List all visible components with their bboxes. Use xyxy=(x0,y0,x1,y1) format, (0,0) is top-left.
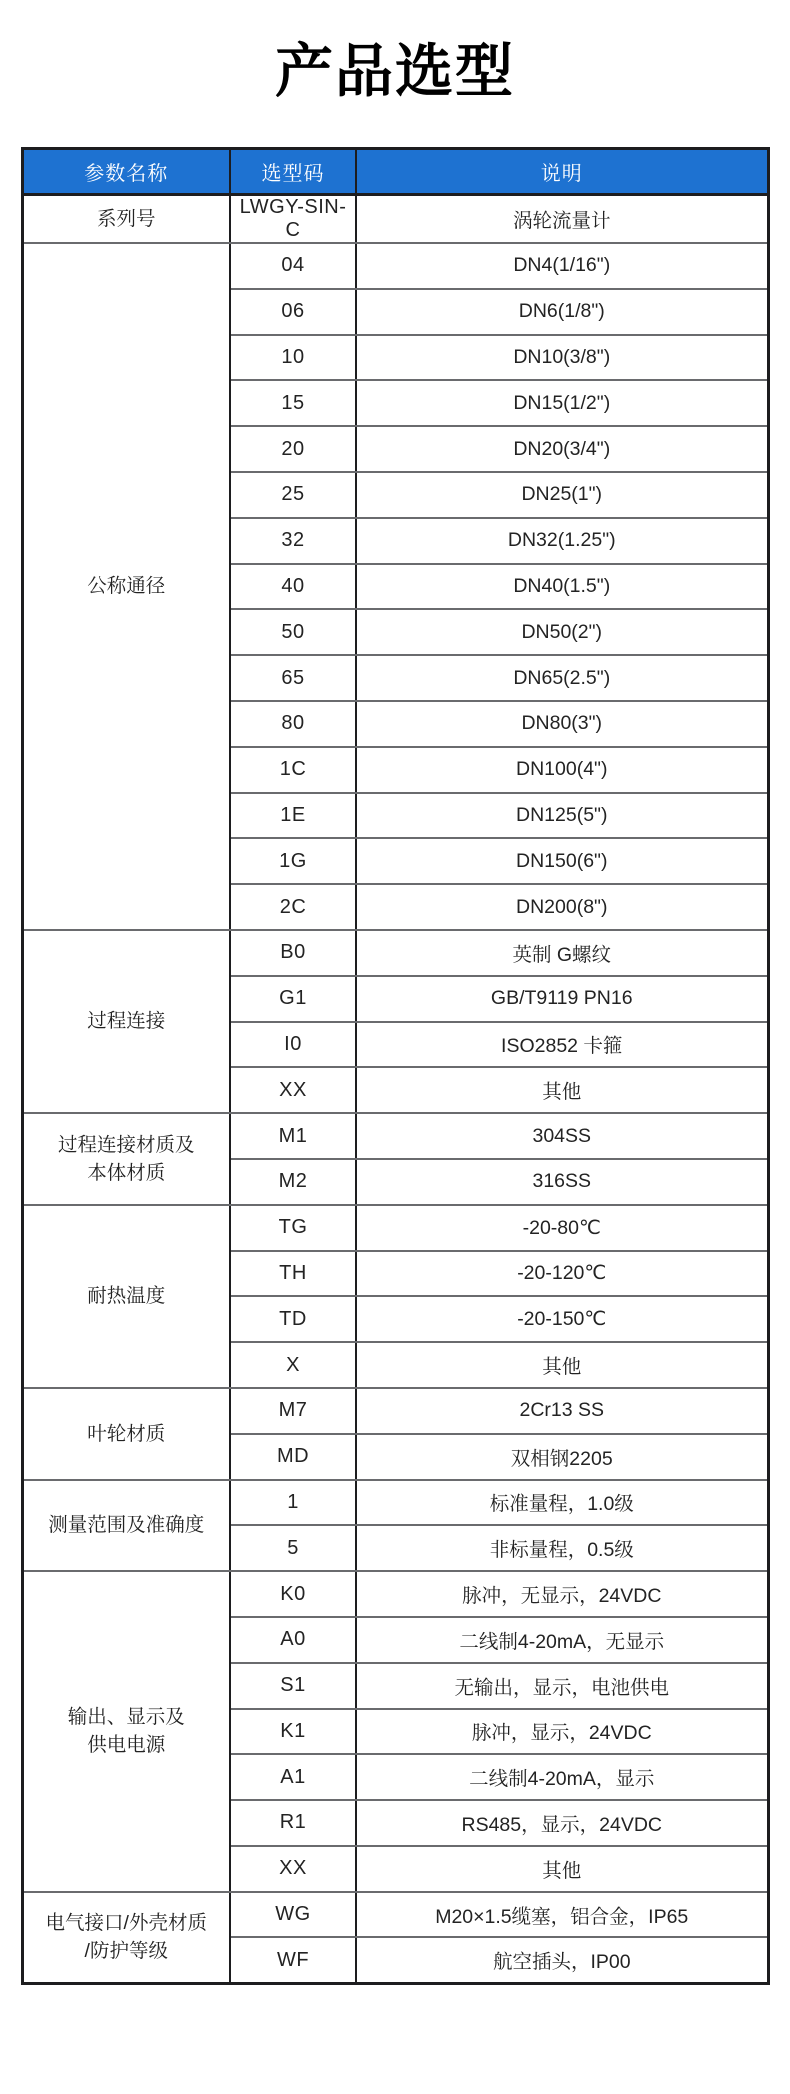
selection-code-cell: TG xyxy=(230,1205,356,1251)
product-selection-table xyxy=(21,147,770,1985)
selection-code-cell: 06 xyxy=(230,289,356,335)
description-cell: 英制 G螺纹 xyxy=(356,930,768,976)
selection-code-cell: XX xyxy=(230,1846,356,1892)
selection-code-cell: 20 xyxy=(230,426,356,472)
selection-code-cell: 25 xyxy=(230,472,356,518)
description-cell: DN15(1/2") xyxy=(356,380,768,426)
description-cell: DN40(1.5") xyxy=(356,564,768,610)
description-cell: DN25(1") xyxy=(356,472,768,518)
selection-code-cell: MD xyxy=(230,1434,356,1480)
selection-code-cell: TD xyxy=(230,1296,356,1342)
selection-code-cell: XX xyxy=(230,1067,356,1113)
description-cell: DN150(6") xyxy=(356,838,768,884)
description-cell: ISO2852 卡箍 xyxy=(356,1022,768,1068)
selection-table-body xyxy=(22,195,768,1984)
description-cell: 非标量程，0.5级 xyxy=(356,1525,768,1571)
table-row xyxy=(22,1892,768,1938)
selection-code-cell: 1G xyxy=(230,838,356,884)
selection-code-cell: 65 xyxy=(230,655,356,701)
selection-code-cell: K0 xyxy=(230,1571,356,1617)
selection-code-cell: M1 xyxy=(230,1113,356,1159)
selection-code-cell: K1 xyxy=(230,1709,356,1755)
description-cell: DN65(2.5") xyxy=(356,655,768,701)
header-description: 说明 xyxy=(356,149,768,195)
selection-code-cell: G1 xyxy=(230,976,356,1022)
description-cell: DN200(8") xyxy=(356,884,768,930)
selection-code-cell: LWGY-SIN-C xyxy=(230,195,356,244)
param-name-cell: 过程连接材质及 本体材质 xyxy=(22,1113,230,1205)
description-cell: DN125(5") xyxy=(356,793,768,839)
description-cell: -20-120℃ xyxy=(356,1251,768,1297)
description-cell: DN80(3") xyxy=(356,701,768,747)
selection-code-cell: 10 xyxy=(230,335,356,381)
header-param-name: 参数名称 xyxy=(22,149,230,195)
selection-code-cell: B0 xyxy=(230,930,356,976)
selection-code-cell: 04 xyxy=(230,243,356,289)
description-cell: DN100(4") xyxy=(356,747,768,793)
selection-code-cell: 32 xyxy=(230,518,356,564)
description-cell: 304SS xyxy=(356,1113,768,1159)
table-row xyxy=(22,1480,768,1526)
table-row xyxy=(22,1571,768,1617)
selection-code-cell: 40 xyxy=(230,564,356,610)
selection-code-cell: A0 xyxy=(230,1617,356,1663)
description-cell: DN4(1/16") xyxy=(356,243,768,289)
description-cell: 316SS xyxy=(356,1159,768,1205)
description-cell: 2Cr13 SS xyxy=(356,1388,768,1434)
selection-code-cell: TH xyxy=(230,1251,356,1297)
table-row xyxy=(22,243,768,289)
param-name-cell: 系列号 xyxy=(22,195,230,244)
description-cell: DN50(2") xyxy=(356,609,768,655)
description-cell: -20-80℃ xyxy=(356,1205,768,1251)
selection-code-cell: 1 xyxy=(230,1480,356,1526)
description-cell: DN20(3/4") xyxy=(356,426,768,472)
selection-code-cell: X xyxy=(230,1342,356,1388)
description-cell: 航空插头，IP00 xyxy=(356,1937,768,1983)
description-cell: 无输出，显示，电池供电 xyxy=(356,1663,768,1709)
description-cell: 二线制4-20mA，无显示 xyxy=(356,1617,768,1663)
param-name-cell: 测量范围及准确度 xyxy=(22,1480,230,1572)
selection-code-cell: M2 xyxy=(230,1159,356,1205)
description-cell: 双相钢2205 xyxy=(356,1434,768,1480)
selection-code-cell: 1E xyxy=(230,793,356,839)
selection-code-cell: I0 xyxy=(230,1022,356,1068)
description-cell: DN10(3/8") xyxy=(356,335,768,381)
table-row xyxy=(22,195,768,244)
selection-code-cell: WG xyxy=(230,1892,356,1938)
selection-code-cell: R1 xyxy=(230,1800,356,1846)
param-name-cell: 电气接口/外壳材质 /防护等级 xyxy=(22,1892,230,1984)
param-name-cell: 耐热温度 xyxy=(22,1205,230,1388)
table-row xyxy=(22,930,768,976)
header-selection-code: 选型码 xyxy=(230,149,356,195)
selection-code-cell: S1 xyxy=(230,1663,356,1709)
description-cell: 二线制4-20mA，显示 xyxy=(356,1754,768,1800)
description-cell: DN6(1/8") xyxy=(356,289,768,335)
header-row xyxy=(22,149,768,195)
selection-code-cell: M7 xyxy=(230,1388,356,1434)
description-cell: DN32(1.25") xyxy=(356,518,768,564)
selection-code-cell: WF xyxy=(230,1937,356,1983)
description-cell: 脉冲，显示，24VDC xyxy=(356,1709,768,1755)
selection-code-cell: A1 xyxy=(230,1754,356,1800)
selection-code-cell: 15 xyxy=(230,380,356,426)
description-cell: 其他 xyxy=(356,1067,768,1113)
selection-code-cell: 5 xyxy=(230,1525,356,1571)
description-cell: M20×1.5缆塞，铝合金，IP65 xyxy=(356,1892,768,1938)
description-cell: 涡轮流量计 xyxy=(356,195,768,244)
description-cell: GB/T9119 PN16 xyxy=(356,976,768,1022)
description-cell: RS485，显示，24VDC xyxy=(356,1800,768,1846)
table-row xyxy=(22,1113,768,1159)
selection-code-cell: 2C xyxy=(230,884,356,930)
description-cell: 其他 xyxy=(356,1846,768,1892)
page-title: 产品选型 xyxy=(274,39,515,104)
description-cell: 脉冲，无显示，24VDC xyxy=(356,1571,768,1617)
table-row xyxy=(22,1205,768,1251)
description-cell: 其他 xyxy=(356,1342,768,1388)
param-name-cell: 过程连接 xyxy=(22,930,230,1113)
description-cell: -20-150℃ xyxy=(356,1296,768,1342)
selection-code-cell: 50 xyxy=(230,609,356,655)
param-name-cell: 公称通径 xyxy=(22,243,230,930)
param-name-cell: 输出、显示及 供电电源 xyxy=(22,1571,230,1892)
param-name-cell: 叶轮材质 xyxy=(22,1388,230,1480)
table-row xyxy=(22,1388,768,1434)
description-cell: 标准量程，1.0级 xyxy=(356,1480,768,1526)
selection-code-cell: 1C xyxy=(230,747,356,793)
selection-code-cell: 80 xyxy=(230,701,356,747)
